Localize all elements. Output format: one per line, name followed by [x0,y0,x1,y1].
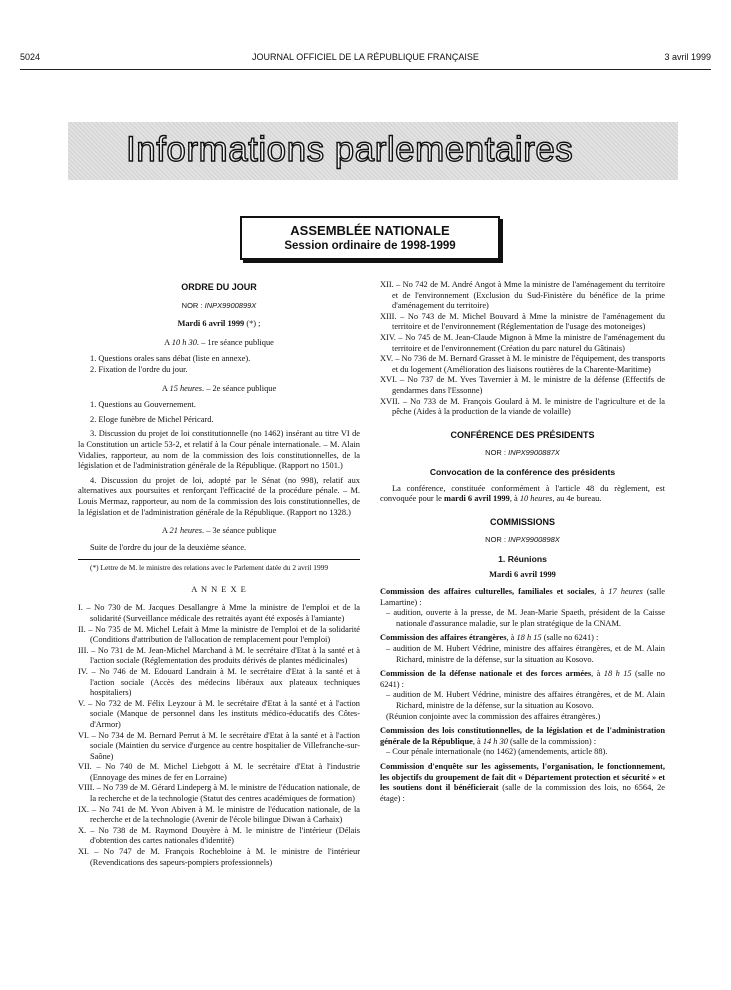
commission-item: – Cour pénale internationale (no 1462) (amendements, article 88). [386,747,608,757]
seance-3-text: Suite de l'ordre du jour de la deuxième séance. [90,542,247,552]
banner-title: Informations parlementaires [126,130,574,169]
commissions-nor-code: INPX9900898X [508,535,560,545]
commissions-nor: NOR : INPX9900898X [485,535,560,545]
seance-2-item: 2. Eloge funèbre de Michel Péricard. [90,414,214,424]
left-column [78,282,360,868]
conference-nor-code: INPX9900887X [508,448,560,458]
ordre-nor-code: INPX9900899X [204,300,257,310]
divider [78,559,360,560]
commission-entry: Commission de la défense nationale et des forces armées, à 18 h 15 (salle no 6241) : [380,669,665,689]
annexe-item: II. – No 735 de M. Michel Lefait à Mme la ministre de l'emploi et de la solidarité (Conditions d'attribution de l'allocation de remplacement pour l'emploi) [78,624,360,645]
commission-entry: Commission des lois constitutionnelles, de la législation et de l'administration générale de la République, à 14 h 30 (salle de la commission) : [380,726,665,746]
seance-1-item: 2. Fixation de l'ordre du jour. [90,364,188,374]
conference-nor: NOR : INPX9900887X [485,448,560,458]
issue-date: 3 avril 1999 [664,52,711,62]
commission-entry: Commission d'enquête sur les agissements, l'organisation, le fonctionnement, les objectifs du groupement de fait dit « Département protection et sécurité » et les soutiens dont il bénéficierait (salle de la commission des lois, no 6564, 2e étage) : [380,761,665,803]
commissions-heading: COMMISSIONS [489,516,555,527]
section-banner [68,122,678,180]
annexe-heading: A N N E X E [191,584,247,594]
chamber-name: ASSEMBLÉE NATIONALE [290,223,450,238]
seance-2-item: 1. Questions au Gouvernement. [90,400,196,410]
running-header [20,52,711,70]
commissions-section: 1. Réunions [498,553,547,564]
annexe-item: XIV. – No 745 de M. Jean-Claude Mignon à Mme la ministre de l'aménagement du territoire et de l'environnement (Création du parc naturel du Gâtinais) [380,332,665,353]
annexe-item: IX. – No 741 de M. Yvon Abiven à M. le ministre de l'éducation nationale, de la recherche et de la technologie (Avenir de l'école bilingue Diwan à Carhaix) [78,804,360,825]
annexe-item: III. – No 731 de M. Jean-Michel Marchand à M. le secrétaire d'Etat à la santé et à l'action sociale (Réglementation des produits dérivés de plantes médicinales) [78,645,360,666]
commission-entry: Commission des affaires étrangères, à 18 h 15 (salle no 6241) : [380,633,599,643]
annexe-item: XVII. – No 733 de M. François Goulard à M. le ministre de l'agriculture et de la pêche (Aides à la production de la viande de volaille) [380,396,665,417]
annexe-item: VI. – No 734 de M. Bernard Perrut à M. le secrétaire d'Etat à la santé et à l'action sociale (Maintien du service d'urgence au centre hospitalier de Villefranche-sur-Saône) [78,730,360,761]
commission-item: – audition, ouverte à la presse, de M. Jean-Marie Spaeth, président de la Caisse nationale d'assurance maladie, sur le plan stratégique de la CNAM. [386,608,665,628]
session-name: Session ordinaire de 1998-1999 [284,240,456,252]
seance-3-heading: A 21 heures. – 3e séance publique [161,526,277,536]
seance-1-item: 1. Questions orales sans débat (liste en annexe). [90,354,251,364]
annexe-item: X. – No 738 de M. Raymond Douyère à M. le ministre de l'intérieur (Délais d'obtention des cartes nationales d'identité) [78,825,360,846]
annexe-item: IV. – No 746 de M. Edouard Landrain à M. le secrétaire d'Etat à la santé et à l'action sociale (Accès des médecins libéraux aux plateaux techniques hospitaliers) [78,666,360,698]
commissions-day: Mardi 6 avril 1999 [489,570,556,580]
right-column [380,280,665,804]
commission-item: – audition de M. Hubert Védrine, ministre des affaires étrangères, et de M. Alain Richard, ministre de la défense, sur la situation au Kosovo. [386,644,665,664]
ordre-day: Mardi 6 avril 1999 (*) ; [177,319,261,329]
ordre-heading: ORDRE DU JOUR [181,282,257,292]
journal-title: JOURNAL OFFICIEL DE LA RÉPUBLIQUE FRANÇAISE [252,52,479,62]
annexe-item: V. – No 732 de M. Félix Leyzour à M. le secrétaire d'Etat à la santé et à l'action sociale (Manque de personnel dans les instituts médico-éducatifs des Côtes-d'Armor) [78,698,360,729]
chamber-box [240,216,500,260]
seance-2-item: 4. Discussion du projet de loi, adopté par le Sénat (no 998), relatif aux alternatives aux poursuites et renforçant l'efficacité de la procédure pénale. – M. Louis Mermaz, rapporteur, au nom de la commission des lois constitutionnelles, de la législation et de l'administration générale de la République. (Rapport no 1328.) [78,475,360,517]
commission-entry: Commission des affaires culturelles, familiales et sociales, à 17 heures (salle Lamartine) : [380,587,665,607]
annexe-item: XII. – No 742 de M. André Angot à Mme la ministre de l'aménagement du territoire et de l'environnement (Exclusion du Sud-Finistère du bénéfice de la prime d'aménagement du territoire) [380,280,665,311]
conference-text: La conférence, constituée conformément à l'article 48 du règlement, est convoquée pour le mardi 6 avril 1999, à 10 heures, au 4e bureau. [380,483,665,504]
annexe-item: XVI. – No 737 de M. Yves Tavernier à M. le ministre de la défense (Effectifs de gendarmes dans l'Essonne) [380,375,665,395]
commission-note: (Réunion conjointe avec la commission des affaires étrangères.) [386,711,601,721]
commission-item: – audition de M. Hubert Védrine, ministre des affaires étrangères, et de M. Alain Richard, ministre de la défense, sur la situation au Kosovo. [386,690,665,710]
seance-2-item: 3. Discussion du projet de loi constitutionnelle (no 1462) insérant au titre VI de la Constitution un article 53-2, et relatif à la Cour pénale internationale. – M. Alain Vidalies, rapporteur, au nom de la commission des lois constitutionnelles, de la législation et de l'administration générale de la République. (Rapport no 1501.) [78,429,360,471]
ordre-nor: NOR : INPX9900899X [181,300,257,310]
annexe-item: XIII. – No 743 de M. Michel Bouvard à Mme la ministre de l'aménagement du territoire et de l'environnement (Réglementation de l'usage des motoneiges) [380,311,665,332]
conference-heading: CONFÉRENCE DES PRÉSIDENTS [450,429,595,440]
annexe-item: VIII. – No 739 de M. Gérard Lindeperg à M. le ministre de l'éducation nationale, de la recherche et de la technologie (Statut des centres académiques de formation) [78,783,360,804]
conference-subheading: Convocation de la conférence des présidents [429,466,616,477]
seance-2-heading: A 15 heures. – 2e séance publique [161,383,277,393]
annexe-item: XV. – No 736 de M. Bernard Grasset à M. le ministre de l'équipement, des transports et du logement (Amélioration des liaisons routières de la Charente-Maritime) [380,354,665,374]
annexe-item: XI. – No 747 de M. François Rochebloine à M. le ministre de l'intérieur (Revendications des sapeurs-pompiers professionnels) [78,847,360,867]
annexe-item: I. – No 730 de M. Jacques Desallangre à Mme la ministre de l'emploi et de la solidarité (Surveillance médicale des retraités ayant été exposés à l'amiante) [78,603,360,623]
page-number: 5024 [20,52,41,62]
footnote: (*) Lettre de M. le ministre des relations avec le Parlement datée du 2 avril 1999 [90,563,329,573]
annexe-item: VII. – No 740 de M. Michel Liebgott à M. le secrétaire d'Etat à l'industrie (Ennoyage des mines de fer en Lorraine) [78,762,360,782]
seance-1-heading: A 10 h 30. – 1re séance publique [164,337,274,347]
